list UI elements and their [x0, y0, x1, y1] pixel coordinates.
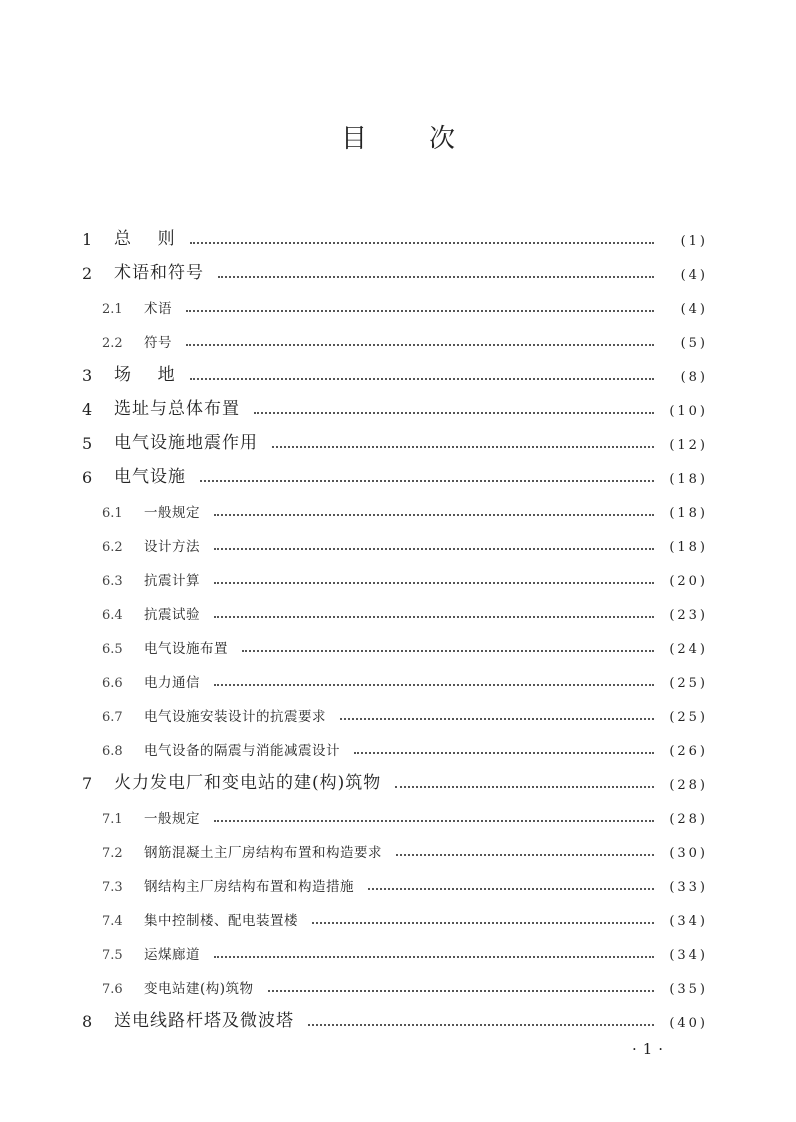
- dot-leader: [368, 888, 654, 890]
- toc-entry: [82, 629, 708, 663]
- dot-leader: [190, 378, 654, 380]
- entry-title: 电气设施: [114, 467, 186, 487]
- page-number: ·1·: [632, 1040, 670, 1058]
- dot-leader: [218, 276, 654, 278]
- toc-entry: [82, 969, 708, 1003]
- entry-page: (34): [669, 914, 708, 929]
- dot-leader: [214, 514, 654, 516]
- entry-page: (30): [669, 846, 708, 861]
- entry-number: 6.3: [102, 574, 123, 589]
- dot-leader: [214, 582, 654, 584]
- entry-number: 7.6: [102, 982, 123, 997]
- entry-title: 电气设施地震作用: [114, 433, 258, 453]
- entry-number: 1: [82, 230, 93, 249]
- entry-title: 场 地: [114, 365, 176, 385]
- dot-leader: [214, 820, 654, 822]
- entry-title: 术语: [144, 301, 172, 317]
- toc-entry: [82, 935, 708, 969]
- dot-leader: [354, 752, 654, 754]
- entry-page: (8): [680, 370, 708, 385]
- dot-leader: [268, 990, 654, 992]
- toc-entry: [82, 867, 708, 901]
- toc-entry: [82, 221, 708, 255]
- entry-page: (25): [669, 710, 708, 725]
- toc-entry: [82, 697, 708, 731]
- entry-number: 6.2: [102, 540, 123, 555]
- toc-entry: [82, 731, 708, 765]
- entry-page: (5): [680, 336, 708, 351]
- entry-page: (24): [669, 642, 708, 657]
- dot-leader: [396, 854, 654, 856]
- entry-number: 6.8: [102, 744, 123, 759]
- entry-title: 选址与总体布置: [114, 399, 240, 419]
- entry-number: 5: [82, 434, 93, 453]
- entry-page: (35): [669, 982, 708, 997]
- table-of-contents: [82, 221, 708, 1037]
- toc-entry: [82, 527, 708, 561]
- entry-title: 一般规定: [144, 811, 200, 827]
- entry-title: 术语和符号: [114, 263, 204, 283]
- entry-title: 集中控制楼、配电装置楼: [144, 913, 298, 929]
- entry-page: (28): [669, 778, 708, 793]
- toc-entry: [82, 561, 708, 595]
- entry-number: 7.1: [102, 812, 123, 827]
- toc-entry: [82, 901, 708, 935]
- entry-title: 电力通信: [144, 675, 200, 691]
- entry-number: 7.3: [102, 880, 123, 895]
- entry-title: 运煤廊道: [144, 947, 200, 963]
- entry-title: 钢结构主厂房结构布置和构造措施: [144, 879, 354, 895]
- entry-number: 7.4: [102, 914, 123, 929]
- toc-entry: [82, 289, 708, 323]
- entry-page: (4): [680, 302, 708, 317]
- dot-leader: [214, 684, 654, 686]
- dot-leader: [312, 922, 654, 924]
- entry-number: 6: [82, 468, 93, 487]
- entry-title: 一般规定: [144, 505, 200, 521]
- entry-number: 6.6: [102, 676, 123, 691]
- entry-page: (10): [669, 404, 708, 419]
- toc-entry: [82, 765, 708, 799]
- entry-title: 钢筋混凝土主厂房结构布置和构造要求: [144, 845, 382, 861]
- entry-number: 7.2: [102, 846, 123, 861]
- entry-page: (28): [669, 812, 708, 827]
- toc-entry: [82, 255, 708, 289]
- toc-entry: [82, 323, 708, 357]
- dot-leader: [200, 480, 654, 482]
- toc-entry: [82, 595, 708, 629]
- entry-number: 2.2: [102, 336, 123, 351]
- entry-page: (25): [669, 676, 708, 691]
- entry-title: 火力发电厂和变电站的建(构)筑物: [114, 773, 382, 793]
- dot-leader: [214, 616, 654, 618]
- entry-page: (23): [669, 608, 708, 623]
- entry-number: 7.5: [102, 948, 123, 963]
- page-title: 目次: [340, 124, 517, 154]
- toc-entry: [82, 833, 708, 867]
- dot-leader: [242, 650, 654, 652]
- toc-entry: [82, 391, 708, 425]
- entry-page: (40): [669, 1016, 708, 1031]
- entry-page: (4): [680, 268, 708, 283]
- entry-number: 2.1: [102, 302, 123, 317]
- entry-page: (12): [669, 438, 708, 453]
- entry-number: 2: [82, 264, 93, 283]
- entry-title: 变电站建(构)筑物: [144, 981, 254, 997]
- entry-number: 3: [82, 366, 93, 385]
- dot-leader: [186, 344, 654, 346]
- entry-title: 设计方法: [144, 539, 200, 555]
- entry-number: 7: [82, 774, 93, 793]
- entry-number: 8: [82, 1012, 93, 1031]
- entry-page: (34): [669, 948, 708, 963]
- dot-leader: [272, 446, 654, 448]
- entry-page: (18): [669, 540, 708, 555]
- entry-page: (33): [669, 880, 708, 895]
- entry-title: 电气设备的隔震与消能减震设计: [144, 743, 340, 759]
- entry-page: (20): [669, 574, 708, 589]
- dot-leader: [340, 718, 654, 720]
- entry-title: 电气设施安装设计的抗震要求: [144, 709, 326, 725]
- dot-leader: [186, 310, 654, 312]
- toc-entry: [82, 459, 708, 493]
- toc-entry: [82, 799, 708, 833]
- entry-title: 抗震计算: [144, 573, 200, 589]
- entry-title: 抗震试验: [144, 607, 200, 623]
- entry-page: (26): [669, 744, 708, 759]
- toc-entry: [82, 357, 708, 391]
- entry-page: (18): [669, 472, 708, 487]
- entry-page: (18): [669, 506, 708, 521]
- entry-title: 电气设施布置: [144, 641, 228, 657]
- entry-title: 送电线路杆塔及微波塔: [114, 1011, 294, 1031]
- toc-entry: [82, 663, 708, 697]
- toc-entry: [82, 1003, 708, 1037]
- dot-leader: [395, 786, 654, 788]
- dot-leader: [308, 1024, 654, 1026]
- entry-page: (1): [680, 234, 708, 249]
- entry-number: 6.7: [102, 710, 123, 725]
- toc-entry: [82, 425, 708, 459]
- entry-number: 4: [82, 400, 93, 419]
- toc-entry: [82, 493, 708, 527]
- entry-title: 总 则: [114, 229, 176, 249]
- entry-number: 6.4: [102, 608, 123, 623]
- dot-leader: [214, 548, 654, 550]
- dot-leader: [214, 956, 654, 958]
- entry-title: 符号: [144, 335, 172, 351]
- entry-number: 6.5: [102, 642, 123, 657]
- dot-leader: [254, 412, 654, 414]
- dot-leader: [190, 242, 654, 244]
- entry-number: 6.1: [102, 506, 123, 521]
